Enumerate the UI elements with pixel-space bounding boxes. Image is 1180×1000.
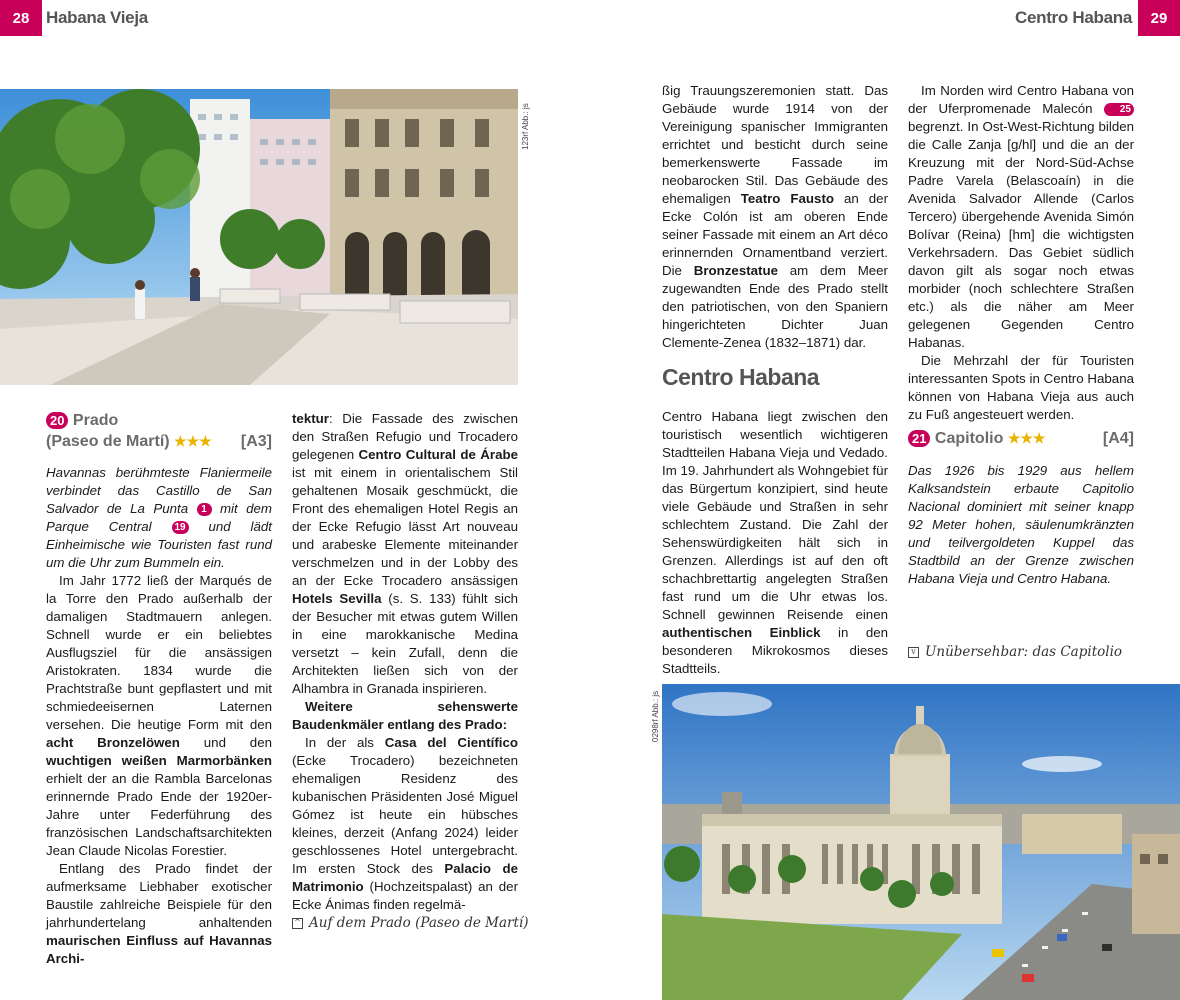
- prado-photo-image: [0, 89, 518, 385]
- caption-arrow-down-icon: v: [908, 647, 919, 658]
- prado-title: Prado: [72, 412, 119, 429]
- capitolio-title: Capitolio: [934, 430, 1004, 447]
- prado-paragraph-3: tektur: Die Fassade des zwischen den Straßen Refugio und Trocadero gelegenen Centro Cultural de Árabe ist mit einem in orientalischem Stil gehaltenen Mosaik geschmückt, die Front des ehemaligen Hotel Regis an der Ecke Refugio lässt Art nouveau und arabeske Elemente miteinander verschmelzen und in der Lobby des an der Ecke Trocadero ansässigen Hotels Sevilla (s. S. 133) fühlt sich der Besucher mit etwas gutem Willen in eine marokkanische Medina versetzt – kein Zufall, denn die Architekten ließen sich von der Alhambra in Granada inspirieren.: [292, 411, 518, 696]
- column-3: [662, 82, 888, 352]
- running-title-left: Habana Vieja: [46, 8, 148, 27]
- prado-paragraph-4: In der als Casa del Científico (Ecke Trocadero) bezeichneten ehemaligen Residenz des kubanischen Präsidenten José Miguel Gómez ist heute ein hübsches kleines, derzeit (Anfang 2024) leider geschlossenes Hotel untergebracht. Im ersten Stock des Palacio de Matrimonio (Hochzeitspalast) an der Ecke Ánimas finden regelmä-: [292, 735, 518, 912]
- capitolio-caption: v Unübersehbar: das Capitolio: [908, 644, 1122, 660]
- prado-paragraph-5: ßig Trauungszeremonien statt. Das Gebäude wurde 1914 von der Vereinigung spanischer Immigranten errichtet und besticht durch seine bemerkenswerte Fassade im neobarocken Stil. Das Gebäude des ehemaligen Teatro Fausto an der Ecke Colón ist am oberen Ende seiner Fassade mit einem an Art déco erinnernden Ornamentband verziert. Die Bronzestatue am dem Meer zugewandten Ende des Prado stellt den patriotischen, von den Spaniern hingerichteten Dichter Juan Clemente-Zenea (1832–1871) dar.: [662, 83, 888, 350]
- photo-credit-2: 0298rf Abb.: js: [651, 690, 660, 742]
- sight-number-badge: 20: [46, 412, 68, 429]
- sight-number-badge-21: 21: [908, 430, 930, 447]
- capitolio-lead: Das 1926 bis 1929 aus hellem Kalksandstein erbaute Capitolio Nacional dominiert mit seiner knapp 92 Meter hohen, säulenumkränzten und teilvergoldeten Kuppel das Stadtbild an der Grenze zwischen Habana Vieja und Centro Habana.: [908, 463, 1134, 586]
- badge-25: 25: [1104, 103, 1134, 116]
- prado-heading: [46, 410, 272, 452]
- capitolio-photo: [662, 684, 1180, 1000]
- capitolio-heading: [908, 428, 1134, 449]
- caption-arrow-up-icon: ^: [292, 918, 303, 929]
- centro-paragraph-3: Die Mehrzahl der für Touristen interessanten Spots in Centro Habana können von Habana Vieja aus auch zu Fuß angesteuert werden.: [908, 353, 1134, 422]
- capitolio-photo-image: [662, 684, 1180, 1000]
- capitolio-rating-stars: ★★★: [1007, 430, 1046, 446]
- rating-stars: ★★★: [174, 433, 212, 449]
- prado-lead: Havannas berühmteste Flaniermeile verbindet das Castillo de San Salvador de La Punta 1 mit dem Parque Central 19 und lädt Einheimische wie Touristen fast rund um die Uhr zum Bummeln ein.: [46, 465, 272, 570]
- badge-1: 1: [197, 503, 212, 516]
- page-number-right: 29: [1138, 0, 1180, 36]
- prado-paragraph-2: Entlang des Prado findet der aufmerksame Liebhaber exotischer Baustile zahlreiche Beispiele für den jahrhundertelang anhaltenden maurischen Einfluss auf Havannas Archi-: [46, 861, 272, 966]
- page-number-left: 28: [0, 0, 42, 36]
- centro-paragraph-2: Im Norden wird Centro Habana von der Uferpromenade Malecón 25 begrenzt. In Ost-West-Richtung bilden die Calle Zanja [g/hl] und die an der Kreuzung mit der Nord-Süd-Achse Padre Varela (Belascoaín) in die Avenida Salvador Allende (Carlos Tercero) übergehende Avenida Simón Bolívar (Reina) [hm] die wichtigsten Verkehrsadern. Das Gebiet südlich davon gilt als sogar noch etwas morbider (noch schlechtere Straßen etc.) als die näher am Meer gelegenen Gegenden Centro Habanas.: [908, 83, 1134, 350]
- subheading-baudenkmaeler: Weitere sehenswerte Baudenkmäler entlang des Prado:: [292, 699, 518, 732]
- section-title-centro-habana: Centro Habana: [662, 364, 820, 390]
- prado-caption: ^ Auf dem Prado (Paseo de Martí): [292, 915, 529, 931]
- column-3-lower: [662, 408, 888, 678]
- capitolio-lead-block: [908, 462, 1134, 588]
- running-title-right: Centro Habana: [1014, 8, 1132, 27]
- photo-credit-1: 123rf Abb.: js: [521, 103, 530, 150]
- badge-19: 19: [172, 521, 189, 534]
- capitolio-map-grid-ref: [A4]: [1102, 430, 1134, 447]
- column-2: [292, 410, 518, 914]
- centro-paragraph-1: Centro Habana liegt zwischen den touristisch wesentlich wichtigeren Stadtteilen Habana Vieja und Vedado. Im 19. Jahrhundert als Wohngebiet für das Bürgertum konzipiert, sind heute viele Gebäude und Straßen in sehr schlechtem Zustand. Die Zahl der Sehenswürdigkeiten hält sich in Grenzen. Allerdings ist auf den oft schachbrettartig angelegten Straßen fast rund um die Uhr etwas los. Schnell gewinnen Reisende einen authentischen Einblick in den besonderen Mikrokosmos dieses Stadtteils.: [662, 409, 889, 676]
- map-grid-ref: [A3]: [240, 433, 272, 450]
- column-1: [46, 464, 272, 968]
- prado-paragraph-1: Im Jahr 1772 ließ der Marqués de la Torre den Prado außerhalb der damaligen Stadtmauern anlegen. Schnell wurde er ein beliebtes Ausflugsziel für die ansässigen Aristokraten. 1834 wurde die Prachtstraße bunt gepflastert und mit schmiedeeisernen Laternen versehen. Die heutige Form mit den acht Bronzelöwen und den wuchtigen weißen Marmorbänken erhielt der an die Rambla Barcelonas erinnernde Prado Ende der 1920er-Jahre unter Federführung des französischen Landschaftsarchitekten Jean Claude Nicolas Forestier.: [46, 573, 272, 858]
- column-4: [908, 82, 1134, 424]
- prado-photo: [0, 89, 518, 385]
- prado-subtitle: (Paseo de Martí): [46, 433, 170, 450]
